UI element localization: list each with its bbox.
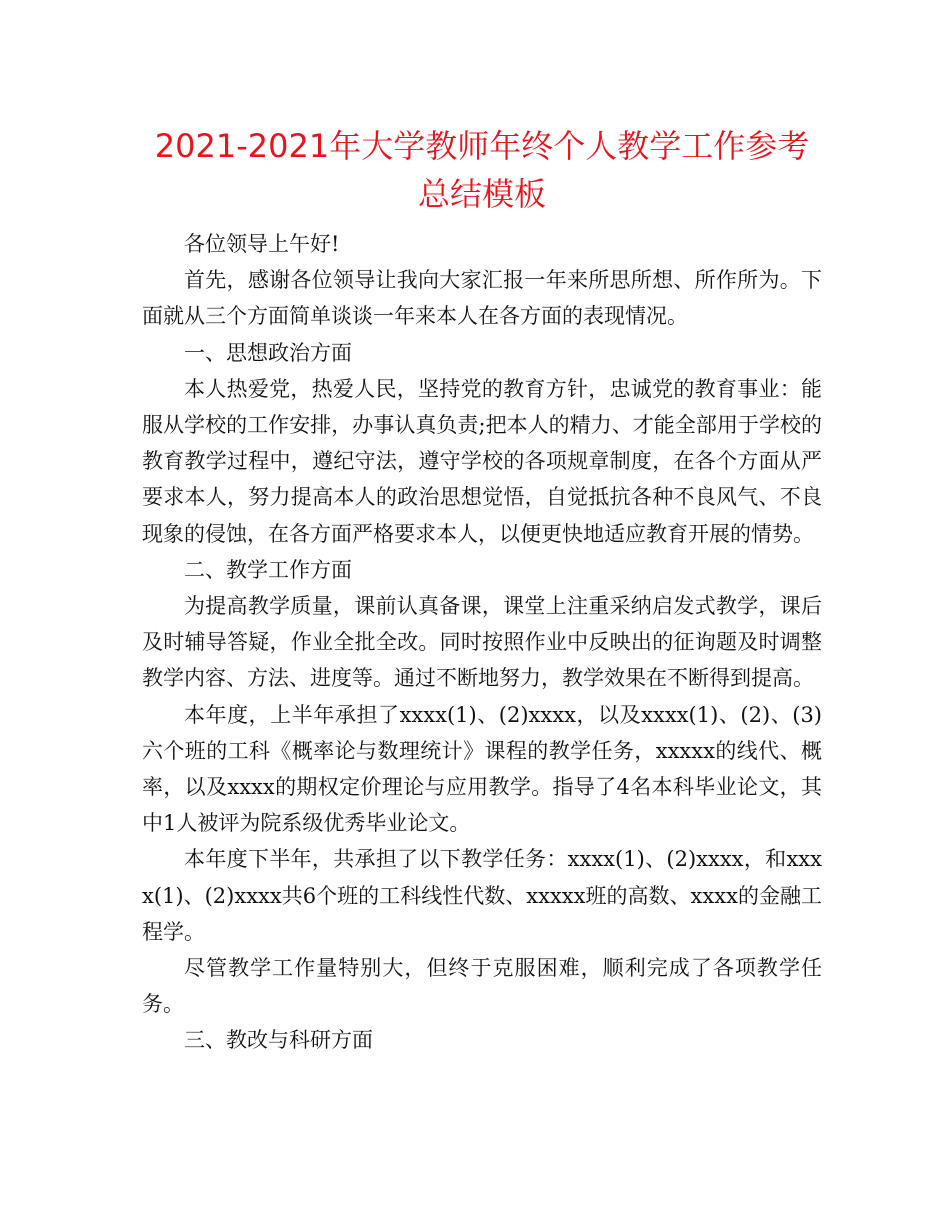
document-body <box>142 226 822 1059</box>
paragraph-teaching-quality: 为提高教学质量，课前认真备课，课堂上注重采纳启发式教学，课后及时辅导答疑，作业全批全改。同时按照作业中反映出的征询题及时调整教学内容、方法、进度等。通过不断地努力，教学效果在不断得到提高。 <box>142 594 822 691</box>
paragraph-second-half-year: 本年度下半年，共承担了以下教学任务：xxxx(1)、(2)xxxx，和xxxx(1)、(2)xxxx共6个班的工科线性代数、xxxxx班的高数、xxxx的金融工程学。 <box>142 847 822 944</box>
document-page <box>142 122 822 1059</box>
section-heading-political: 一、思想政治方面 <box>184 340 352 365</box>
document-title <box>142 122 822 218</box>
paragraph-first-half-year: 本年度，上半年承担了xxxx(1)、(2)xxxx，以及xxxx(1)、(2)、(3)六个班的工科《概率论与数理统计》课程的教学任务，xxxxx的线代、概率，以及xxxx的期权定价理论与应用教学。指导了4名本科毕业论文，其中1人被评为院系级优秀毕业论文。 <box>142 702 822 836</box>
paragraph-greeting: 各位领导上午好! <box>184 232 340 256</box>
document-title-line-2: 总结模板 <box>417 175 546 213</box>
paragraph-political: 本人热爱党，热爱人民，坚持党的教育方针，忠诚党的教育事业：能服从学校的工作安排，办事认真负责;把本人的精力、才能全部用于学校的教育教学过程中，遵纪守法，遵守学校的各项规章制度，在各个方面从严要求本人，努力提高本人的政治思想觉悟，自觉抵抗各种不良风气、不良现象的侵蚀，在各方面严格要求本人，以便更快地适应教育开展的情势。 <box>142 376 822 546</box>
paragraph-intro: 首先，感谢各位领导让我向大家汇报一年来所思所想、所作所为。下面就从三个方面简单谈谈一年来本人在各方面的表现情况。 <box>142 268 822 329</box>
section-heading-teaching: 二、教学工作方面 <box>184 557 352 582</box>
paragraph-workload: 尽管教学工作量特别大，但终于克服困难，顺利完成了各项教学任务。 <box>142 956 822 1017</box>
document-title-line-1: 2021-2021年大学教师年终个人教学工作参考 <box>154 127 810 165</box>
section-heading-research: 三、教改与科研方面 <box>184 1028 373 1053</box>
